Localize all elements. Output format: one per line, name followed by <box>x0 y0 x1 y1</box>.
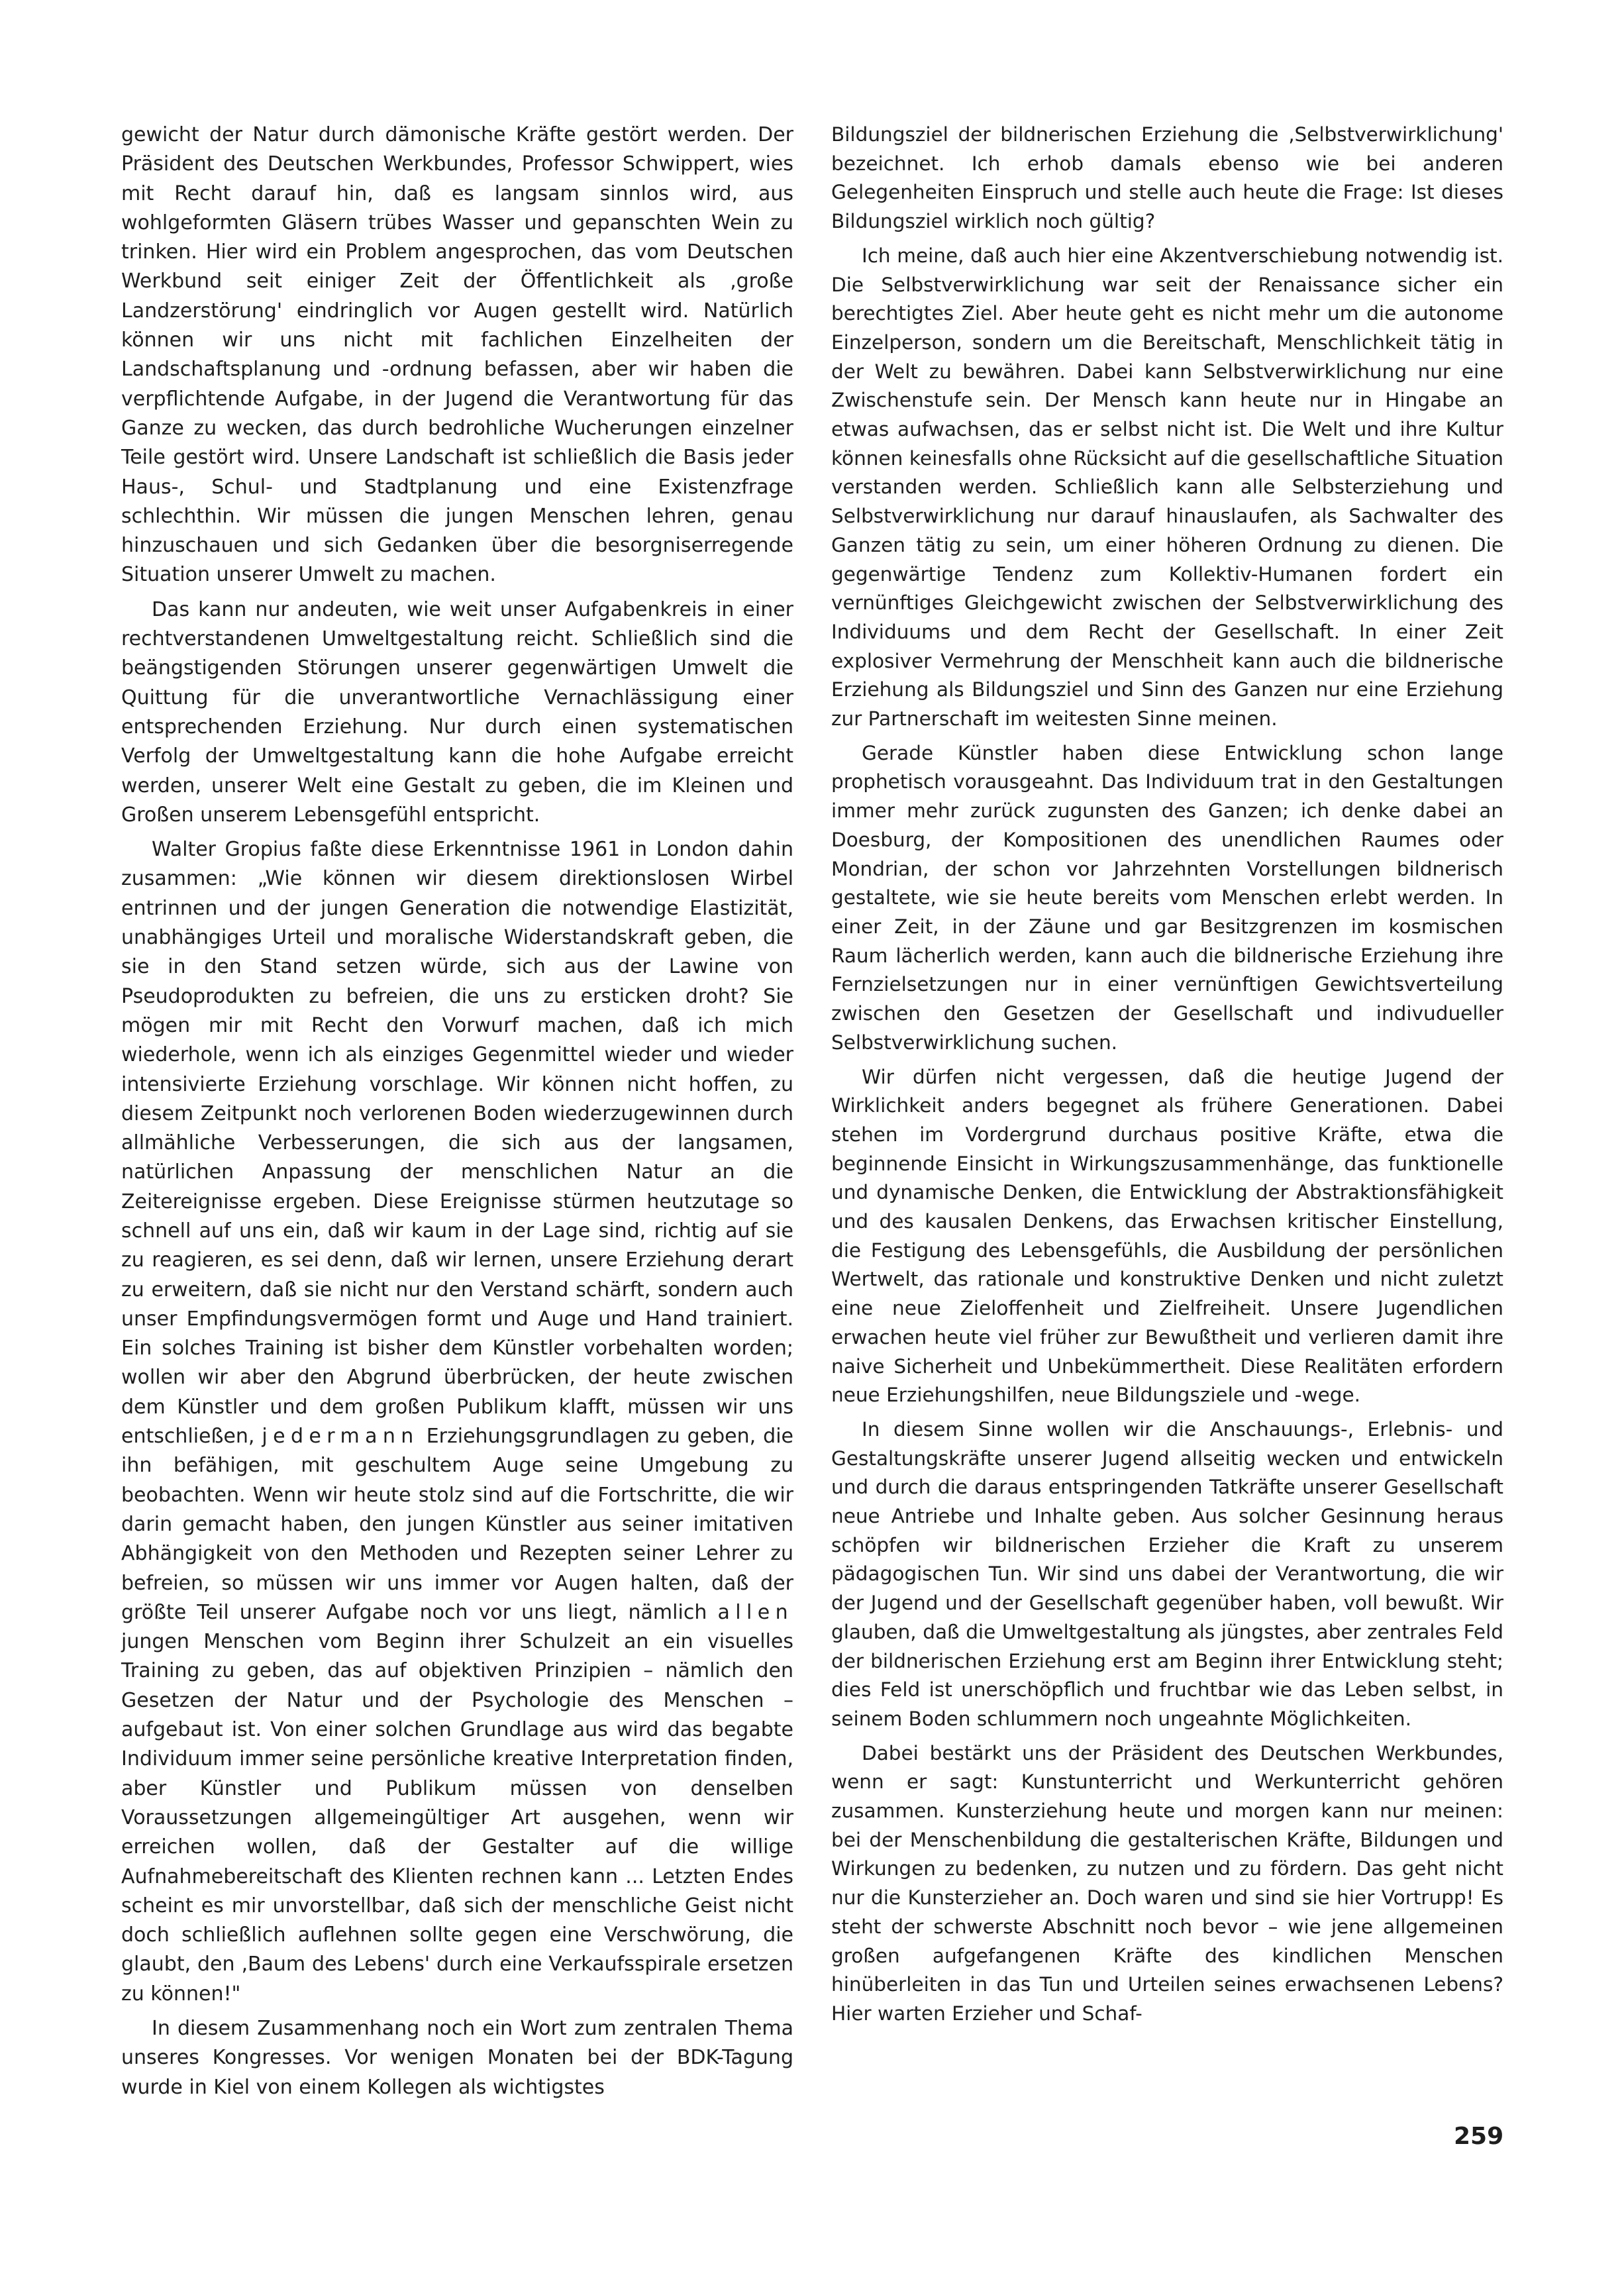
right-column <box>831 121 1503 2029</box>
paragraph: Bildungsziel der bildnerischen Erziehung die ‚Selbstverwirklichung' bezeichnet. Ich erhob damals ebenso wie bei anderen Gelegenheiten Einspruch und stelle auch heute die Frage: Ist dieses Bildungsziel wirklich noch gültig? <box>831 123 1503 233</box>
paragraph-text: Walter Gropius faßte diese Erkenntnisse 1961 in London dahin zusammen: „Wie können wir diesem direktionslosen Wirbel entrinnen und der jungen Generation die notwendige Elastizität, unabhängiges Urteil und moralische Widerstandskraft geben, die sie in den Stand setzen würde, sich aus der Lawine von Pseudoprodukten zu befreien, die uns zu ersticken droht? Sie mögen mir mit Recht den Vorwurf machen, daß ich mich wiederhole, wenn ich als einziges Gegenmittel wieder und wieder intensivierte Erziehung vorschlage. Wir können nicht hoffen, zu diesem Zeitpunkt noch verlorenen Boden wiederzugewinnen durch allmähliche Verbesserungen, die sich aus der langsamen, natürlichen Anpassung der menschlichen Natur an die Zeitereignisse ergeben. Diese Ereignisse stürmen heutzutage so schnell auf uns ein, daß wir kaum in der Lage sind, richtig auf sie zu reagieren, es sei denn, daß wir lernen, unsere Erziehung derart zu erweitern, daß sie nicht nur den Verstand schärft, sondern auch unser Empfindungsvermögen formt und Auge und Hand trainiert. Ein solches Training ist bisher dem Künstler vorbehalten worden; wollen wir aber den Abgrund überbrücken, der heute zwischen dem Künstler und dem großen Publikum klafft, müssen wir uns entschließen, <box>121 838 793 1449</box>
emphasized-word: jedermann <box>262 1425 419 1449</box>
paragraph: Wir dürfen nicht vergessen, daß die heutige Jugend der Wirklichkeit anders begegnet als frühere Generationen. Dabei stehen im Vordergrund durchaus positive Kräfte, etwa die beginnende Einsicht in Wirkungszusammenhänge, das funktionelle und dynamische Denken, die Entwicklung der Abstraktionsfähigkeit und des kausalen Denkens, das Erwachsen kritischer Einstellung, die Festigung des Lebensgefühls, die Ausbildung der persönlichen Wertwelt, das rationale und konstruktive Denken und nicht zuletzt eine neue Zieloffenheit und Zielfreiheit. Unsere Jugendlichen erwachen heute viel früher zur Bewußtheit und verlieren damit ihre naive Sicherheit und Unbekümmertheit. Diese Realitäten erfordern neue Erziehungshilfen, neue Bildungsziele und -wege. <box>831 1065 1503 1407</box>
page-number: 259 <box>1454 2123 1504 2150</box>
paragraph: In diesem Zusammenhang noch ein Wort zum zentralen Thema unseres Kongresses. Vor wenigen Monaten bei der BDK-Tagung wurde in Kiel von einem Kollegen als wichtigstes <box>121 2017 793 2099</box>
paragraph-text: jungen Menschen vom Beginn ihrer Schulzeit an ein visuelles Training zu geben, das auf objektiven Prinzipien – nämlich den Gesetzen der Natur und der Psychologie des Menschen – aufgebaut ist. Von einer solchen Grundlage aus wird das begabte Individuum immer seine persönliche kreative Interpretation finden, aber Künstler und Publikum müssen von denselben Voraussetzungen allgemeingültiger Art ausgehen, wenn wir erreichen wollen, daß der Gestalter auf die willige Aufnahmebereitschaft des Klienten rechnen kann ... Letzten Endes scheint es mir unvorstellbar, daß sich der menschliche Geist nicht doch schließlich auflehnen sollte gegen eine Verschwörung, die glaubt, den ‚Baum des Lebens' durch eine Verkaufsspirale ersetzen zu können!" <box>121 1630 793 2006</box>
paragraph: gewicht der Natur durch dämonische Kräfte gestört werden. Der Präsident des Deutschen Werkbundes, Professor Schwippert, wies mit Recht darauf hin, daß es langsam sinnlos wird, aus wohlgeformten Gläsern trübes Wasser und gepanschten Wein zu trinken. Hier wird ein Problem angesprochen, das vom Deutschen Werkbund seit einiger Zeit der Öffentlichkeit als ‚große Landzerstörung' eindringlich vor Augen gestellt wird. Natürlich können wir uns nicht mit fachlichen Einzelheiten der Landschaftsplanung und -ordnung befassen, aber wir haben die verpflichtende Aufgabe, in der Jugend die Verantwortung für das Ganze zu wecken, das durch bedrohliche Wucherungen einzelner Teile gestört wird. Unsere Landschaft ist schließlich die Basis jeder Haus-, Schul- und Stadtplanung und eine Existenzfrage schlechthin. Wir müssen die jungen Menschen lehren, genau hinzuschauen und sich Gedanken über die besorgniserregende Situation unserer Umwelt zu machen. <box>121 123 793 587</box>
paragraph: Gerade Künstler haben diese Entwicklung schon lange prophetisch vorausgeahnt. Das Individuum trat in den Gestaltungen immer mehr zurück zugunsten des Ganzen; ich denke dabei an Doesburg, der Kompositionen des unendlichen Raumes oder Mondrian, der schon vor Jahrzehnten Vorstellungen bildnerisch gestaltete, wie sie heute bereits vom Menschen erlebt werden. In einer Zeit, in der Zäune und gar Besitzgrenzen im kosmischen Raum lächerlich werden, kann auch die bildnerische Erziehung ihre Fernzielsetzungen nur in einer vernünftigen Gewichtsverteilung zwischen den Gesetzen der Gesellschaft und indivudueller Selbstverwirklichung suchen. <box>831 741 1503 1054</box>
left-column <box>121 121 793 2102</box>
paragraph: Das kann nur andeuten, wie weit unser Aufgabenkreis in einer rechtverstandenen Umweltgestaltung reicht. Schließlich sind die beängstigenden Störungen unserer gegenwärtigen Umwelt die Quittung für die unverantwortliche Vernachlässigung einer entsprechenden Erziehung. Nur durch einen systematischen Verfolg der Umweltgestaltung kann die hohe Aufgabe erreicht werden, unserer Welt eine Gestalt zu geben, die im Kleinen und Großen unserem Lebensgefühl entspricht. <box>121 597 793 827</box>
paragraph-quote <box>121 835 793 2009</box>
paragraph: Ich meine, daß auch hier eine Akzentverschiebung notwendig ist. Die Selbstverwirklichung war seit der Renaissance sicher ein berechtigtes Ziel. Aber heute geht es nicht mehr um die autonome Einzelperson, sondern um die Bereitschaft, Menschlichkeit tätig in der Welt zu bewähren. Dabei kann Selbstverwirklichung nur eine Zwischenstufe sein. Der Mensch kann heute nur in Hingabe an etwas aufwachsen, das er selbst nicht ist. Die Welt und ihre Kultur können keinesfalls ohne Rücksicht auf die gesellschaftliche Situation verstanden werden. Schließlich kann alle Selbsterziehung und Selbstverwirklichung nur darauf hinauslaufen, als Sachwalter des Ganzen tätig zu sein, um einer höheren Ordnung zu dienen. Die gegenwärtige Tendenz zum Kollektiv-Humanen fordert ein vernünftiges Gleichgewicht zwischen der Selbstverwirklichung des Individuums und dem Recht der Gesellschaft. In einer Zeit explosiver Vermehrung der Menschheit kann auch die bildnerische Erziehung als Bildungsziel und Sinn des Ganzen nur eine Erziehung zur Partnerschaft im weitesten Sinne meinen. <box>831 244 1503 731</box>
paragraph-text: Erziehungsgrundlagen zu geben, die ihn befähigen, mit geschultem Auge seine Umgebung zu beobachten. Wenn wir heute stolz sind auf die Fortschritte, die wir darin gemacht haben, den jungen Künstler aus seiner imitativen Abhängigkeit von den Methoden und Rezepten seiner Lehrer zu befreien, so müssen wir uns immer vor Augen halten, daß der größte Teil unserer Aufgabe noch vor uns liegt, nämlich <box>121 1425 793 1624</box>
paragraph: In diesem Sinne wollen wir die Anschauungs-, Erlebnis- und Gestaltungskräfte unserer Jugend allseitig wecken und entwickeln und durch die daraus entspringenden Tatkräfte unserer Gesellschaft neue Antriebe und Inhalte geben. Aus solcher Gesinnung heraus schöpfen wir bildnerischen Erzieher die Kraft zu unserem pädagogischen Tun. Wir sind uns dabei der Verantwortung, die wir der Jugend und der Gesellschaft gegenüber haben, voll bewußt. Wir glauben, daß die Umweltgestaltung als jüngstes, aber zentrales Feld der bildnerischen Erziehung erst am Beginn ihrer Entwicklung steht; dies Feld ist unerschöpflich und fruchtbar wie das Leben selbst, in seinem Boden schlummern noch ungeahnte Möglichkeiten. <box>831 1417 1503 1730</box>
emphasized-word: allen <box>717 1600 793 1624</box>
paragraph: Dabei bestärkt uns der Präsident des Deutschen Werkbundes, wenn er sagt: Kunstunterricht und Werkunterricht gehören zusammen. Kunsterziehung heute und morgen kann nur meinen: bei der Menschenbildung die gestalterischen Kräfte, Bildungen und Wirkungen zu bedenken, zu nutzen und zu fördern. Das geht nicht nur die Kunsterzieher an. Doch waren und sind sie hier Vortrupp! Es steht der schwerste Abschnitt noch bevor – wie jene allgemeinen großen aufgefangenen Kräfte des kindlichen Menschen hinüberleiten in das Tun und Urteilen seines erwachsenen Lebens? Hier warten Erzieher und Schaf- <box>831 1741 1503 2025</box>
